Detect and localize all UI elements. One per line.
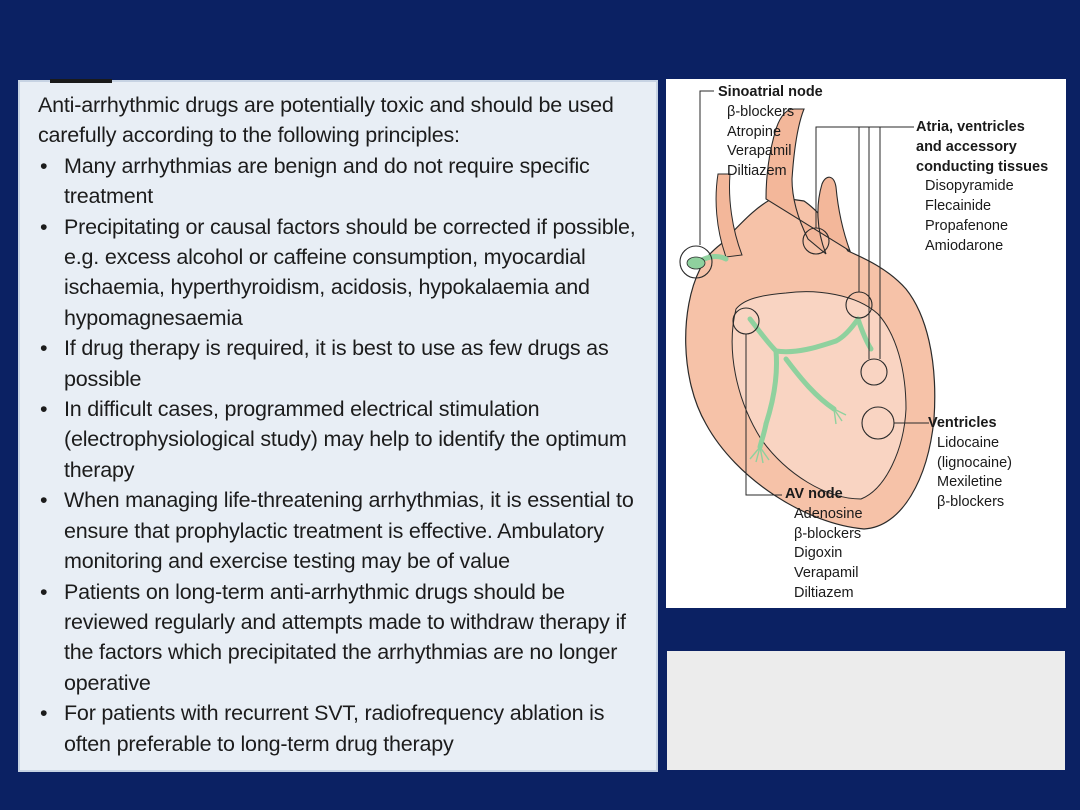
principle-text: For patients with recurrent SVT, radiofrequency ablation is often preferable to long-term drug therapy (64, 701, 605, 756)
atria-title-line: Atria, ventricles (916, 119, 1025, 135)
panel-tab-decoration (50, 79, 112, 83)
drug-item: Propafenone (925, 217, 1009, 234)
drug-item: Verapamil (794, 565, 859, 582)
principle-item (38, 698, 644, 759)
sa-node-title: Sinoatrial node (718, 84, 823, 100)
drug-item: (lignocaine) (937, 454, 1012, 471)
principles-panel (18, 80, 658, 772)
drug-item: β-blockers (937, 494, 1005, 511)
sa-node-label (718, 83, 823, 182)
intro-text: Anti-arrhythmic drugs are potentially toxic and should be used carefully according to the following principles: (38, 93, 614, 148)
principle-text: Patients on long-term anti-arrhythmic drugs should be reviewed regularly and attempts made to withdraw therapy if the factors which precipitated the arrhythmias are no longer operative (64, 579, 626, 695)
principles-list (38, 151, 644, 759)
atria-label (916, 118, 1048, 257)
drug-item: Lidocaine (937, 434, 1000, 451)
sa-node-icon (687, 257, 705, 269)
drug-item: Digoxin (794, 545, 843, 562)
bullet-icon: • (40, 397, 48, 422)
drug-item: Flecainide (925, 198, 992, 215)
sa-node-leader-line (700, 91, 714, 245)
bullet-icon: • (40, 701, 48, 726)
drug-item: Diltiazem (794, 584, 854, 601)
drug-item: β-blockers (727, 103, 795, 120)
principle-text: Many arrhythmias are benign and do not require specific treatment (64, 153, 590, 209)
principle-item (38, 577, 644, 699)
principle-item (38, 333, 644, 394)
atria-title-line: conducting tissues (916, 158, 1049, 175)
bullet-icon: • (40, 153, 48, 178)
blank-panel (667, 651, 1065, 770)
bullet-icon: • (40, 214, 48, 239)
atria-title-line: and accessory (916, 138, 1017, 155)
drug-item: Disopyramide (925, 178, 1014, 195)
drug-item: Adenosine (794, 505, 863, 522)
drug-item: Diltiazem (727, 163, 787, 180)
ventricles-title: Ventricles (928, 415, 997, 431)
drug-item: Amiodarone (925, 237, 1004, 254)
principle-text: If drug therapy is required, it is best to use as few drugs as possible (64, 336, 609, 391)
av-node-label (785, 485, 863, 604)
drug-item: Verapamil (727, 143, 792, 160)
principle-item (38, 212, 644, 334)
principle-item (38, 151, 644, 212)
av-node-title: AV node (785, 486, 843, 502)
bullet-icon: • (40, 336, 48, 361)
principle-item (38, 394, 644, 485)
principle-text: In difficult cases, programmed electrical stimulation (electrophysiological study) may help to identify the optimum therapy (64, 397, 627, 482)
heart-drug-sites-figure (666, 79, 1066, 608)
drug-item: Mexiletine (937, 474, 1003, 491)
principle-text: When managing life-threatening arrhythmias, it is essential to ensure that prophylactic treatment is effective. Ambulatory monitoring and exercise testing may be of value (64, 488, 634, 574)
drug-item: β-blockers (794, 525, 862, 542)
ventricles-label (928, 414, 1012, 513)
drug-item: Atropine (727, 123, 782, 140)
principle-item (38, 485, 644, 576)
principle-text: Precipitating or causal factors should be corrected if possible, e.g. excess alcohol or caffeine consumption, myocardial ischaemia, hyperthyroidism, acidosis, hypokalaemia and hypomagnesaemia (64, 214, 636, 330)
bullet-icon: • (40, 488, 48, 513)
bullet-icon: • (40, 579, 48, 604)
